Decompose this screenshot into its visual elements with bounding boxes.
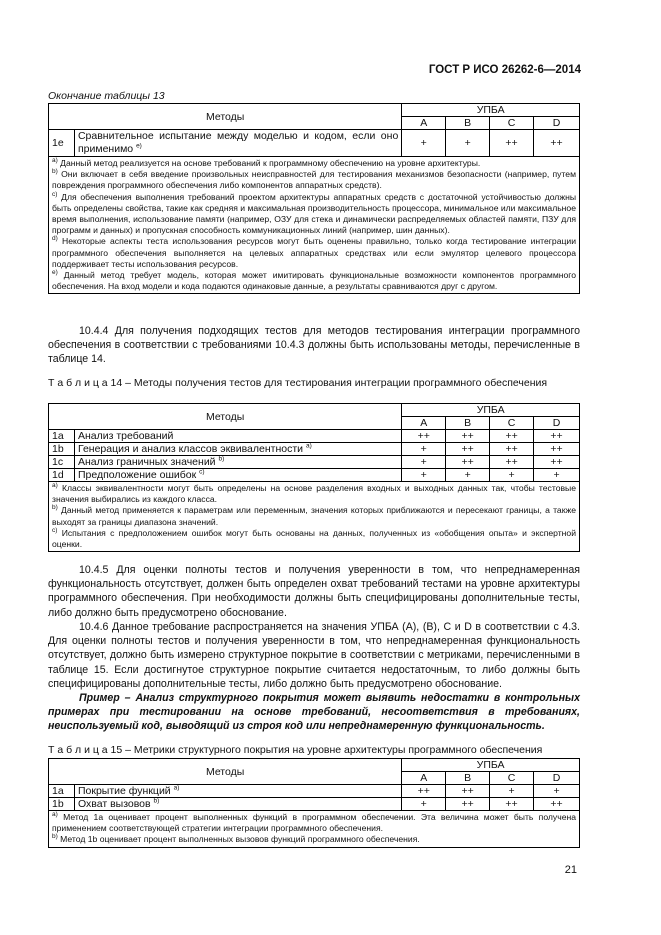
footnote: $^{a)}$ Метод 1a оценивает процент выполненных функций в программном обеспечении. Эта величина может быть получена применением соответствующей стратегии интеграции программного обеспечения.: [52, 811, 576, 834]
level-d: D: [534, 117, 580, 130]
cell-c: ++: [490, 798, 534, 811]
footnote: $^{c)}$ Испытания с предположением ошибок могут быть основаны на данных, полученных из «обобщения опыта» и экспертной оценки.: [52, 526, 577, 550]
row-id: 1b: [49, 443, 75, 456]
table14-caption: Т а б л и ц а 14 – Методы получения тестов для тестирования интеграции программного обеспечения: [48, 377, 548, 389]
row-id: 1d: [49, 469, 75, 482]
table15-notes: [49, 811, 580, 848]
cell-a: +: [402, 130, 446, 157]
footnote: $^{b)}$ Метод 1b оценивает процент выполненных вызовов функций программного обеспечения.: [52, 833, 420, 845]
row-id: 1c: [49, 456, 75, 469]
cell-c: ++: [490, 430, 534, 443]
cell-a: +: [402, 798, 446, 811]
table-row: [49, 798, 580, 811]
col-asil-header: УПБА: [402, 404, 580, 417]
footnote: $^{b)}$ Данный метод применяется к параметрам или переменным, значения которых приближаются и пересекают границы, а также выходят за границы диапазона значений.: [52, 504, 576, 527]
cell-b: ++: [446, 456, 490, 469]
table-row: [49, 456, 580, 469]
page-number: 21: [564, 864, 577, 876]
level-a: A: [402, 772, 446, 785]
cell-a: ++: [402, 785, 446, 798]
paragraph-10-4-6: 10.4.6 Данное требование распространяется на значения УПБА (A), (B), C и D в соответствии с 4.3. Для оценки полноты тестов и получения уверенности в том, что непреднамеренная функциональность отсутствует, должно быть измерено структурное покрытие в соответствии с метриками, перечисленными в таблице 15. Если достигнутое структурное покрытие считается недостаточным, то либо должны быть специфицированы дополнительные тесты, либо должно быть предусмотрено обоснование.: [48, 621, 580, 690]
col-methods-header: Методы: [49, 759, 402, 785]
cell-b: +: [446, 469, 490, 482]
row-id: 1e: [49, 130, 75, 157]
row-id: 1a: [49, 430, 75, 443]
cell-c: +: [490, 785, 534, 798]
cell-d: ++: [534, 130, 580, 157]
level-c: C: [490, 117, 534, 130]
example-note: Пример – Анализ структурного покрытия может выявить недостатки в контрольных примерах при тестировании на основе требований, несоответствия в требованиях, неиспользуемый код, выводящий из строя код или непреднамеренную функциональность.: [48, 692, 580, 733]
cell-c: ++: [490, 456, 534, 469]
level-b: B: [446, 772, 490, 785]
col-asil-header: УПБА: [402, 104, 580, 117]
level-b: B: [446, 417, 490, 430]
table-row: [49, 130, 580, 157]
level-a: A: [402, 417, 446, 430]
cell-a: +: [402, 456, 446, 469]
table-row: [49, 785, 580, 798]
cell-d: ++: [534, 456, 580, 469]
footnote: $^{c)}$ Для обеспечения выполнения требований проектом архитектуры аппаратных средств с достаточной устойчивостью должны быть определены свойства, такие как средняя и максимальная производительность процессора, минимальное или максимальное время выполнения, использование памяти (например, ОЗУ для стека и динамически распределяемых областей памяти, ПЗУ для программ и данных) и пропускная способность коммуникационных линий (например, шин данных).: [52, 190, 576, 236]
table-row: [49, 469, 580, 482]
row-method: Генерация и анализ классов эквивалентности $^{a)}$: [74, 443, 401, 456]
level-d: D: [534, 772, 580, 785]
table14-notes: [49, 482, 580, 552]
level-b: B: [446, 117, 490, 130]
row-method: Сравнительное испытание между моделью и кодом, если оно применимо $^{e)}$: [74, 130, 401, 157]
level-a: A: [402, 117, 446, 130]
col-asil-header: УПБА: [402, 759, 580, 772]
cell-b: ++: [446, 443, 490, 456]
footnote: $^{a)}$ Данный метод реализуется на основе требований к программному обеспечению на уровне архитектуры.: [52, 157, 481, 168]
row-method: Анализ граничных значений $^{b)}$: [74, 456, 401, 469]
paragraph-10-4-4: 10.4.4 Для получения подходящих тестов для методов тестирования интеграции программного обеспечения в соответствии с требованиями 10.4.3 должны быть использованы методы, перечисленные в таблице 14.: [48, 325, 580, 366]
col-methods-header: Методы: [49, 404, 402, 430]
table15-caption: Т а б л и ц а 15 – Метрики структурного покрытия на уровне архитектуры программного обеспечения: [48, 744, 543, 756]
table-row: [49, 443, 580, 456]
cell-a: ++: [402, 430, 446, 443]
paragraph-10-4-5: 10.4.5 Для оценки полноты тестов и получения уверенности в том, что непреднамеренная функциональность отсутствует, должен быть определен охват требований тестами на уровне архитектуры программного обеспечения. При необходимости должны быть специфицированы дополнительные тесты, либо должно быть предусмотрено обоснование.: [48, 564, 580, 619]
footnote: $^{d)}$ Некоторые аспекты теста использования ресурсов могут быть оценены правильно, только когда тестирование интеграции программного обеспечения выполняется на целевых аппаратных средствах или если эмулятор целевого процессора поддерживает тесты использования ресурсов.: [52, 235, 577, 269]
cell-b: ++: [446, 430, 490, 443]
level-d: D: [534, 417, 580, 430]
row-id: 1a: [49, 785, 75, 798]
footnote: $^{a)}$ Классы эквивалентности могут быть определены на основе разделения входных и выходных данных так, чтобы тестовые значения выбирались из каждого класса.: [52, 482, 576, 505]
cell-d: +: [534, 469, 580, 482]
row-method: Покрытие функций $^{a)}$: [74, 785, 401, 798]
row-method: Анализ требований: [74, 430, 401, 443]
cell-d: ++: [534, 430, 580, 443]
row-method: Охват вызовов $^{b)}$: [74, 798, 401, 811]
cell-c: ++: [490, 130, 534, 157]
cell-a: +: [402, 469, 446, 482]
table13: [48, 103, 580, 294]
table13-caption: Окончание таблицы 13: [48, 90, 165, 102]
cell-c: ++: [490, 443, 534, 456]
document-header: ГОСТ Р ИСО 26262-6—2014: [428, 64, 581, 76]
footnote: $^{e)}$ Данный метод требует модель, которая может имитировать функциональные возможности компонентов программного обеспечения. На вход модели и кода подаются одинаковые данные, а результаты сравниваются друг с другом.: [52, 269, 576, 292]
col-methods-header: Методы: [49, 104, 402, 130]
cell-d: +: [534, 785, 580, 798]
footnote: $^{b)}$ Они включает в себя введение произвольных неисправностей для тестирования механизмов безопасности (например, путем повреждения программного обеспечения либо компонентов аппаратных средств).: [52, 168, 576, 191]
cell-d: ++: [534, 798, 580, 811]
table15: [48, 758, 580, 848]
table13-notes: [49, 157, 580, 294]
cell-b: ++: [446, 798, 490, 811]
cell-b: +: [446, 130, 490, 157]
cell-b: ++: [446, 785, 490, 798]
cell-c: +: [490, 469, 534, 482]
table14: [48, 403, 580, 552]
cell-d: ++: [534, 443, 580, 456]
row-method: Предположение ошибок $^{c)}$: [74, 469, 401, 482]
table-row: [49, 430, 580, 443]
level-c: C: [490, 772, 534, 785]
row-id: 1b: [49, 798, 75, 811]
cell-a: +: [402, 443, 446, 456]
level-c: C: [490, 417, 534, 430]
